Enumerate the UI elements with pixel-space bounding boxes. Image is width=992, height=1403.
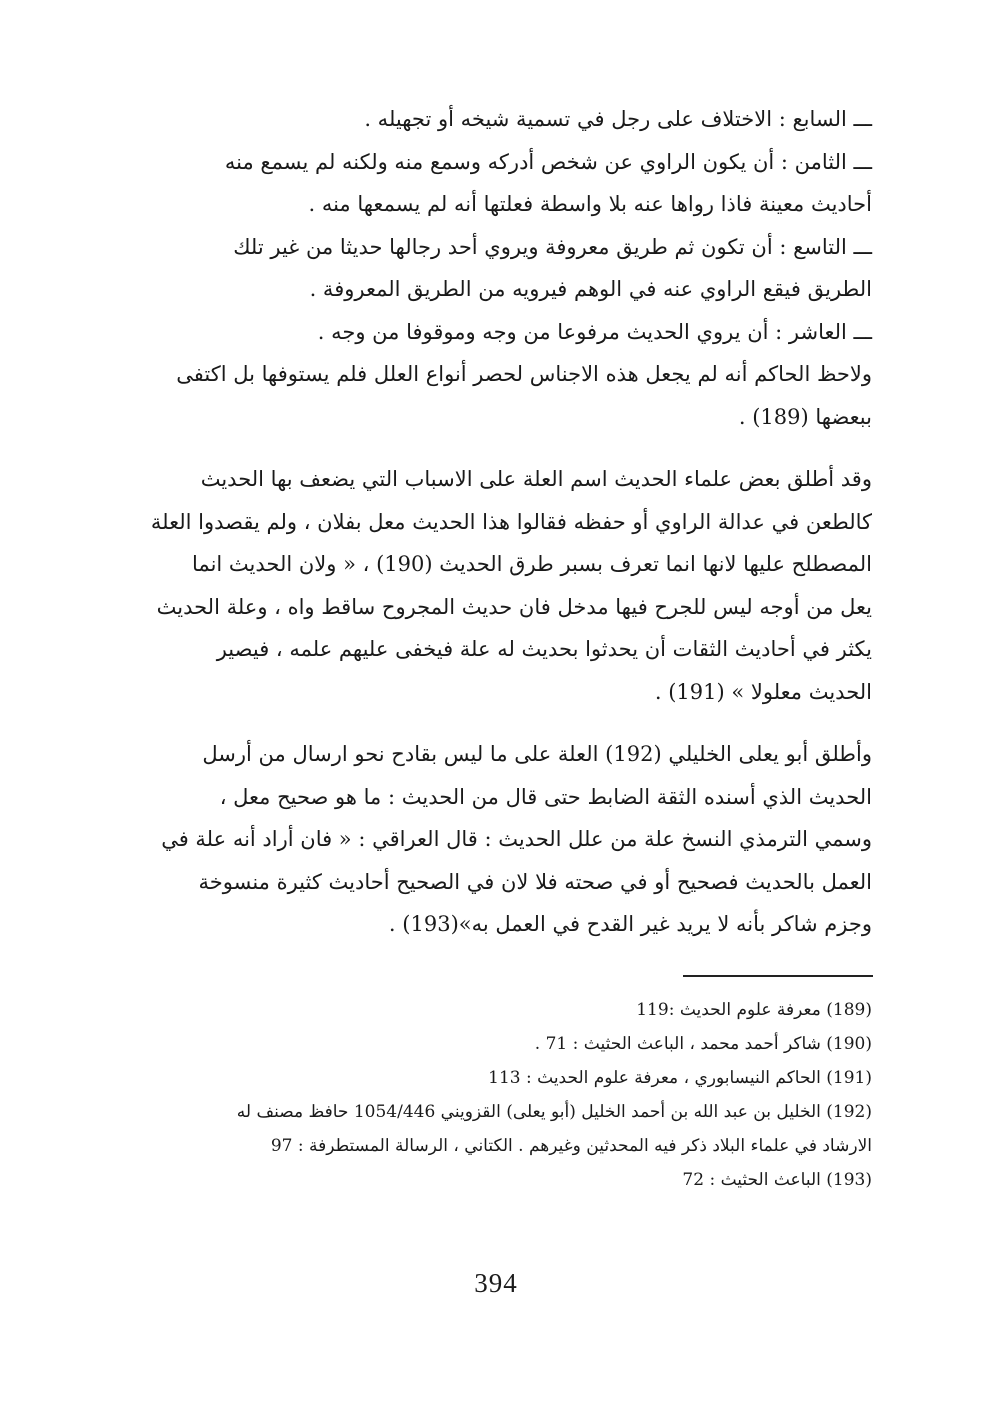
footnote-continuation: الارشاد في علماء البلاد ذكر فيه المحدثين وغيرهم . الكتاني ، الرسالة المستطرفة : 97: [270, 1136, 872, 1156]
footnote: (192) الخليل بن عبد الله بن أحمد الخليل (أبو يعلى) القزويني 1054/446 حافظ مصنف له: [236, 1102, 872, 1122]
text-line: ولاحظ الحاكم أنه لم يجعل هذه الاجناس لحصر أنواع العلل فلم يستوفها بل اكتفى: [176, 362, 872, 386]
text-line: وأطلق أبو يعلى الخليلي (192) العلة على ما ليس بقادح نحو ارسال من أرسل: [202, 742, 872, 766]
text-line: يكثر في أحاديث الثقات أن يحدثوا بحديث له علة فيخفى عليهم علمه ، فيصير: [216, 637, 872, 661]
footnote: (190) شاكر أحمد محمد ، الباعث الحثيث : 71 .: [534, 1034, 872, 1054]
text-line: الطريق فيقع الراوي عنه في الوهم فيرويه من الطريق المعروفة .: [309, 277, 872, 301]
text-line: ـــ الثامن : أن يكون الراوي عن شخص أدركه وسمع منه ولكنه لم يسمع منه: [224, 149, 872, 174]
text-line: ـــ التاسع : أن تكون ثم طريق معروفة ويروي أحد رجالها حديثا من غير تلك: [233, 234, 872, 259]
text-line: وقد أطلق بعض علماء الحديث اسم العلة على الاسباب التي يضعف بها الحديث: [200, 467, 872, 491]
text-line: الحديث الذي أسنده الثقة الضابط حتى قال من الحديث : ما هو صحيح معل ،: [219, 784, 872, 809]
text-line: كالطعن في عدالة الراوي أو حفظه فقالوا هذا الحديث معل بفلان ، ولم يقصدوا العلة: [150, 509, 872, 534]
main-text: [120, 98, 872, 946]
text-line: ـــ السابع : الاختلاف على رجل في تسمية شيخه أو تجهيله .: [364, 107, 872, 131]
text-line: ببعضها (189) .: [738, 404, 872, 429]
page-number: 394: [474, 1268, 518, 1298]
text-line: الحديث معلولا » (191) .: [654, 679, 872, 704]
footnote: (191) الحاكم النيسابوري ، معرفة علوم الحديث : 113: [488, 1068, 872, 1088]
text-line: المصطلح عليها لانها انما تعرف بسبر طرق الحديث (190) ، « ولان الحديث انما: [192, 552, 872, 576]
footnotes: [120, 993, 872, 1197]
text-line: يعل من أوجه ليس للجرح فيها مدخل فان حديث المجروح ساقط واه ، وعلة الحديث: [156, 594, 872, 619]
text-line: أحاديث معينة فاذا رواها عنه بلا واسطة فعلتها أنه لم يسمعها منه .: [308, 192, 872, 216]
footnote: (193) الباعث الحثيث : 72: [682, 1170, 872, 1190]
text-line: وجزم شاكر بأنه لا يريد غير القدح في العمل به»(193) .: [388, 912, 872, 936]
text-line: وسمي الترمذي النسخ علة من علل الحديث : قال العراقي : « فان أراد أنه علة في: [161, 827, 872, 851]
footnote-separator: [683, 975, 873, 977]
footnote: (189) معرفة علوم الحديث :119: [636, 1000, 872, 1020]
text-line: ـــ العاشر : أن يروي الحديث مرفوعا من وجه وموقوفا من وجه .: [317, 319, 872, 344]
text-line: العمل بالحديث فصحيح أو في صحته فلا لان في الصحيح أحاديث كثيرة منسوخة: [198, 869, 872, 894]
